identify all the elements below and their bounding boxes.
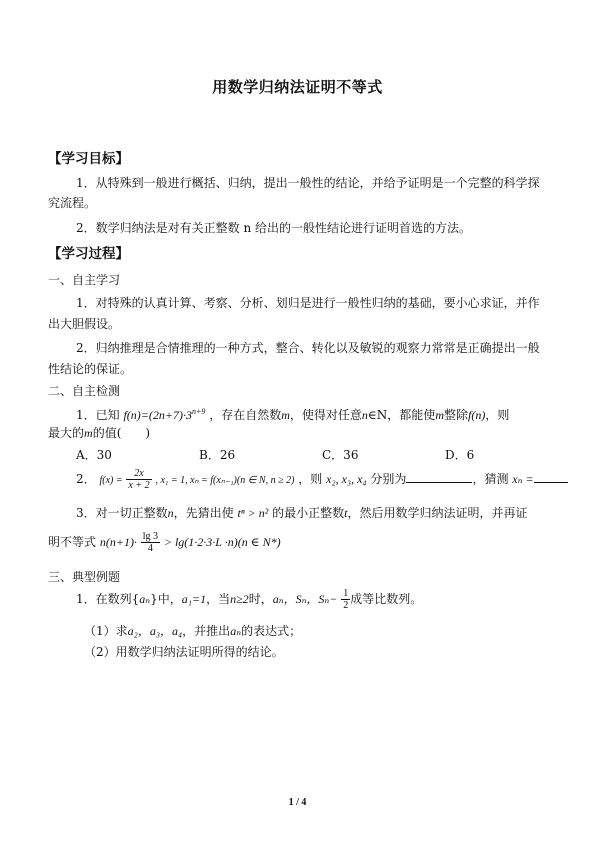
question-1-line-1 xyxy=(76,402,509,425)
q1-m2: m xyxy=(435,408,444,422)
q1-m: m xyxy=(281,408,290,422)
q2-rest: , x₁ = 1, xₙ = f(xₙ₋₁)(n ∈ N, n ≥ 2) xyxy=(155,475,295,486)
question-3-line-2 xyxy=(48,527,281,557)
example-1-subquestion-2: （2）用数学归纳法证明所得的结论。 xyxy=(84,645,284,659)
ex1-frac-num: 1 xyxy=(343,588,349,599)
ex1-d: 时， xyxy=(248,592,273,606)
q2-frac-num: 2x xyxy=(126,468,151,480)
q3-t: t xyxy=(344,506,348,520)
ex1-sub1-an: aₙ xyxy=(230,624,242,638)
q2-answer-blank[interactable] xyxy=(406,470,472,483)
ex1-an: aₙ xyxy=(139,592,151,606)
goal-2: 2．数学归纳法是对有关正整数 n 给出的一般性结论进行证明首选的方法。 xyxy=(76,221,471,235)
learning-goals-heading: 【学习目标】 xyxy=(48,151,129,167)
q1-mid: ，存在自然数 xyxy=(209,408,282,422)
q3-fraction xyxy=(141,531,160,554)
example-1 xyxy=(76,586,422,612)
q2-xn: xₙ = xyxy=(512,472,534,486)
q3-frac-num: lg 3 xyxy=(142,531,159,542)
q2-number: 2． xyxy=(76,472,96,486)
option-c: C．36 xyxy=(322,448,359,462)
part-1-item-1-line-2: 出大胆假设。 xyxy=(48,317,121,331)
q3-line1-b: ，先猜出使 xyxy=(173,506,234,520)
ex1-sub1-terms: a₂，a₃，a₄ xyxy=(127,624,183,638)
page-number: 1 / 4 xyxy=(288,797,307,808)
q1-line2-m: m xyxy=(84,426,93,440)
ex1-fraction xyxy=(341,588,350,611)
q2-f: f(x) = xyxy=(99,475,123,486)
q1-n: n xyxy=(361,408,368,422)
q2-then: ，则 xyxy=(298,472,323,486)
option-d: D．6 xyxy=(445,448,475,462)
question-1-line-2 xyxy=(48,423,150,443)
q2-are: 分别为 xyxy=(370,472,407,486)
part-2-heading: 二、自主检测 xyxy=(48,384,121,398)
q1-exponent: n+9 xyxy=(191,407,206,416)
q2-frac-den: x + 2 xyxy=(128,480,150,491)
ex1-sub1-b: ，并推出 xyxy=(182,624,231,638)
q1-in-n: ∈N，都能使 xyxy=(367,408,436,422)
q1-fn: f(n) xyxy=(468,408,486,422)
part-1-item-2-line-1: 2．归纳推理是合情推理的一种方式，整合、转化以及敏锐的观察力常常是正确提出一般 xyxy=(76,341,540,355)
q2-guess: ，猜测 xyxy=(472,472,509,486)
q1-prefix: 1．已知 xyxy=(76,408,120,422)
q1-mid2: ，使得对任意 xyxy=(289,408,362,422)
learning-process-heading: 【学习过程】 xyxy=(48,246,129,262)
ex1-cond: n≥2 xyxy=(230,592,249,606)
q2-vars: x₂, x₃, x₄ xyxy=(326,472,367,486)
q3-line2-a: 明不等式 xyxy=(48,535,97,549)
q1-divides: 整除 xyxy=(443,408,468,422)
ex1-c: ，当 xyxy=(206,592,231,606)
q3-n: n xyxy=(167,506,174,520)
q3-expr-left: n(n+1)· xyxy=(99,535,137,549)
question-3-line-1 xyxy=(76,503,528,523)
goal-1-line-1: 1．从特殊到一般进行概括、归纳，提出一般性的结论，并给予证明是一个完整的科学探 xyxy=(76,176,540,190)
part-1-heading: 一、自主学习 xyxy=(48,273,121,287)
q3-inequality: tⁿ > n² xyxy=(237,506,269,520)
q3-line1-a: 3．对一切正整数 xyxy=(76,506,168,520)
question-2 xyxy=(76,466,568,494)
option-b: B．26 xyxy=(199,448,236,462)
q3-line1-d: ，然后用数学归纳法证明，并再证 xyxy=(347,506,528,520)
ex1-e: 成等比数列。 xyxy=(350,592,423,606)
q1-function: f(n)=(2n+7)·3 xyxy=(123,408,192,422)
ex1-b: }中， xyxy=(150,592,182,606)
q2-guess-blank[interactable] xyxy=(534,470,568,483)
q1-end: ，则 xyxy=(485,408,510,422)
ex1-terms: aₙ，Sₙ，Sₙ− xyxy=(272,592,338,606)
ex1-sub1-a: （1）求 xyxy=(84,624,128,638)
goal-1-line-2: 究流程。 xyxy=(48,196,97,210)
ex1-a1: a₁=1 xyxy=(181,592,207,606)
q3-frac-den: 4 xyxy=(147,543,153,554)
ex1-a: 1．在数列{ xyxy=(76,592,140,606)
q2-fraction xyxy=(126,468,151,491)
option-a: A．30 xyxy=(76,448,112,462)
example-1-subquestion-1 xyxy=(84,621,301,641)
q3-line1-c: 的最小正整数 xyxy=(272,506,345,520)
part-3-heading: 三、典型例题 xyxy=(48,570,121,584)
q1-line2-a: 最大的 xyxy=(48,426,85,440)
ex1-frac-den: 2 xyxy=(343,600,349,611)
ex1-sub1-c: 的表达式； xyxy=(241,624,302,638)
document-title: 用数学归纳法证明不等式 xyxy=(212,78,383,96)
q3-expr-right: > lg(1·2·3·L ·n)(n ∈ N*) xyxy=(163,535,281,549)
part-1-item-2-line-2: 性结论的保证。 xyxy=(48,362,133,376)
q1-line2-b: 的值( ) xyxy=(92,426,151,440)
part-1-item-1-line-1: 1．对特殊的认真计算、考察、分析、划归是进行一般性归纳的基础，要小心求证，并作 xyxy=(76,296,540,310)
